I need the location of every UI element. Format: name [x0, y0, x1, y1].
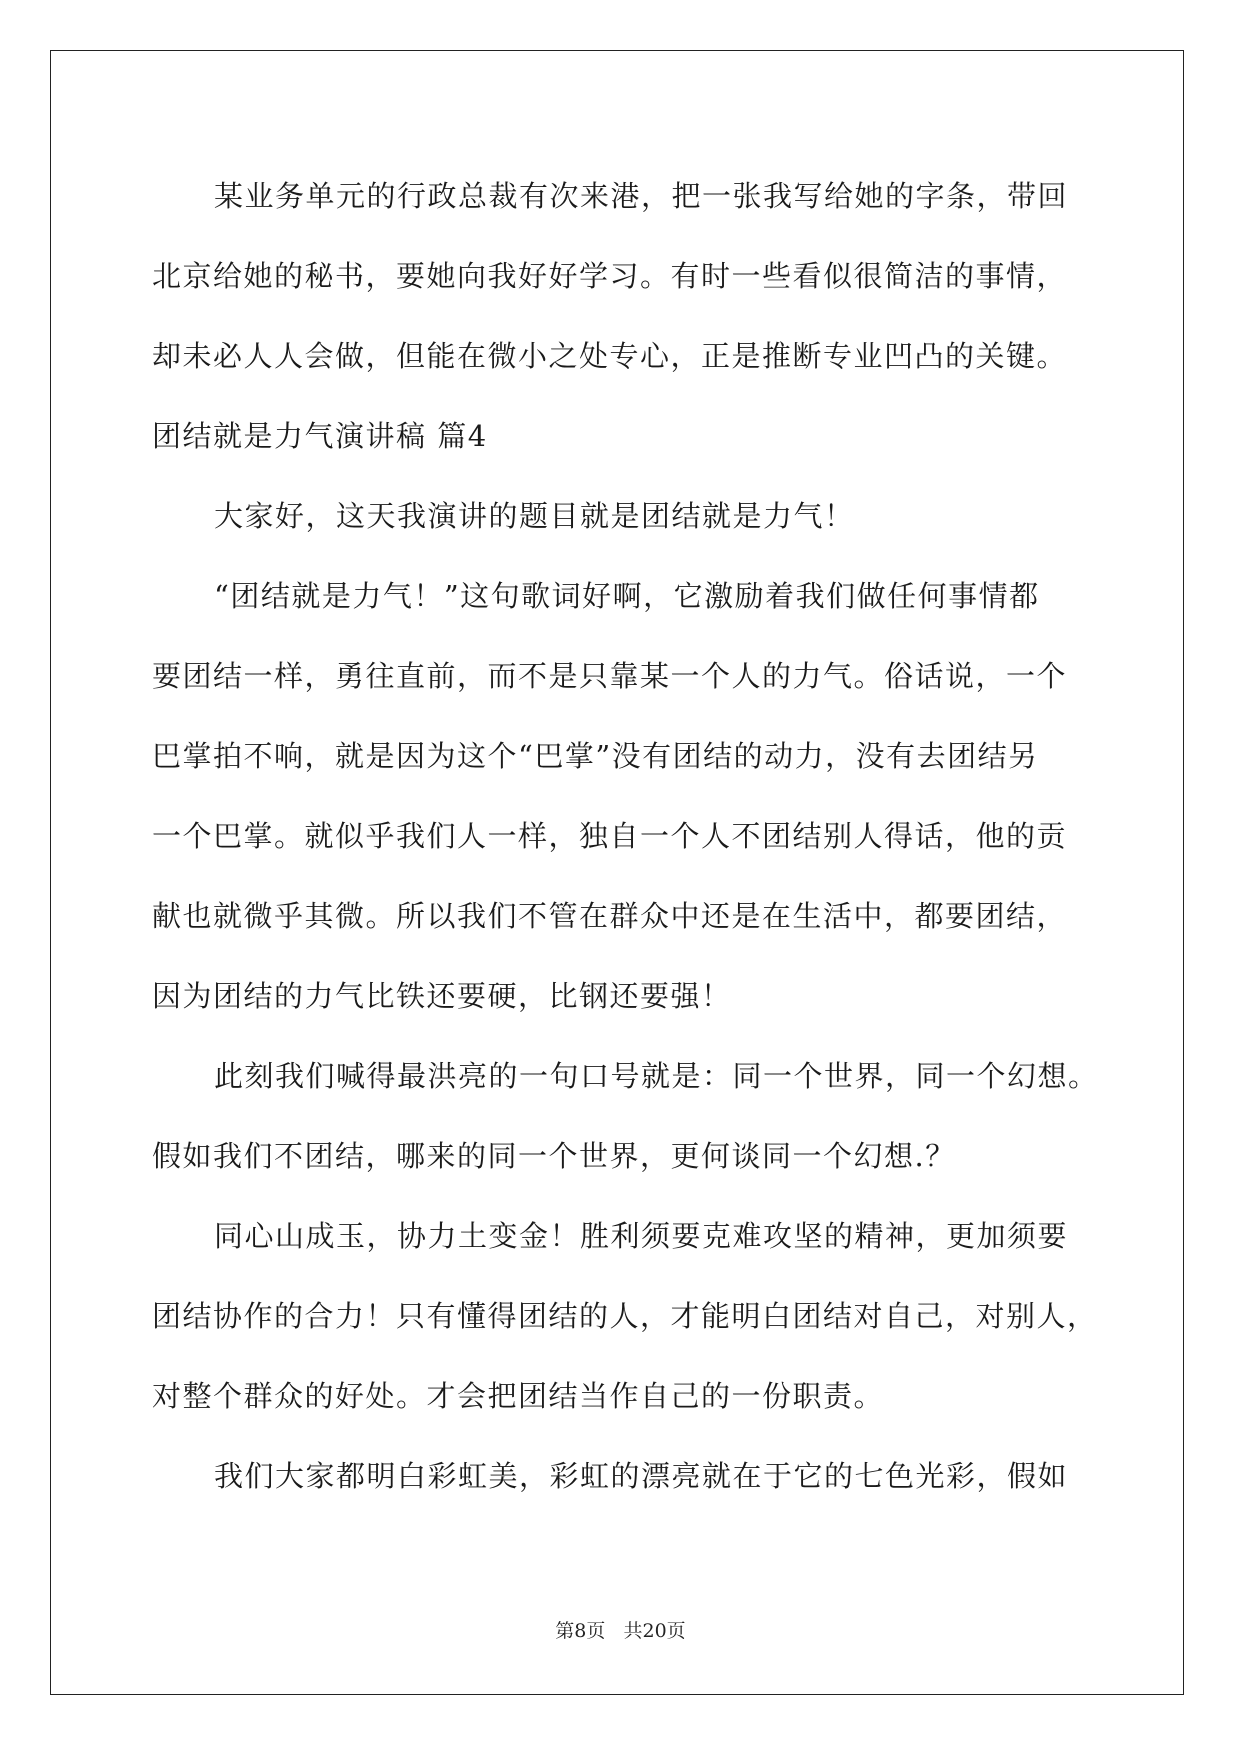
paragraph-line: 对整个群众的好处。才会把团结当作自己的一份职责。	[152, 1379, 885, 1413]
paragraph-line: 却未必人人会做，但能在微小之处专心，正是推断专业凹凸的关键。	[152, 339, 1068, 373]
section-heading: 团结就是力气演讲稿 篇4	[152, 419, 488, 453]
paragraph-line: 要团结一样，勇往直前，而不是只靠某一个人的力气。俗话说，一个	[152, 659, 1068, 693]
paragraph-line: 假如我们不团结，哪来的同一个世界，更何谈同一个幻想.？	[152, 1139, 956, 1173]
paragraph-line: 我们大家都明白彩虹美，彩虹的漂亮就在于它的七色光彩，假如	[214, 1459, 1069, 1493]
paragraph-line: “团结就是力气！”这句歌词好啊，它激励着我们做任何事情都	[214, 579, 1040, 613]
paragraph-line: 巴掌拍不响，就是因为这个“巴掌”没有团结的动力，没有去团结另	[152, 739, 1039, 773]
paragraph-line: 此刻我们喊得最洪亮的一句口号就是：同一个世界，同一个幻想。	[214, 1059, 1099, 1093]
paragraph-line: 北京给她的秘书，要她向我好好学习。有时一些看似很简洁的事情，	[152, 259, 1068, 293]
paragraph-line: 某业务单元的行政总裁有次来港，把一张我写给她的字条，带回	[214, 179, 1069, 213]
document-body	[152, 156, 1099, 1516]
paragraph-line: 因为团结的力气比铁还要硬，比钢还要强！	[152, 979, 732, 1013]
paragraph-line: 团结协作的合力！只有懂得团结的人，才能明白团结对自己，对别人，	[152, 1299, 1098, 1333]
paragraph-line: 大家好，这天我演讲的题目就是团结就是力气！	[214, 499, 855, 533]
paragraph-line: 同心山成玉，协力土变金！胜利须要克难攻坚的精神，更加须要	[214, 1219, 1069, 1253]
paragraph-line: 献也就微乎其微。所以我们不管在群众中还是在生活中，都要团结，	[152, 899, 1068, 933]
page-number-footer	[0, 1616, 1241, 1643]
paragraph-line: 一个巴掌。就似乎我们人一样，独自一个人不团结别人得话，他的贡	[152, 819, 1068, 853]
page-number-text: 第8页 共20页	[555, 1620, 686, 1642]
